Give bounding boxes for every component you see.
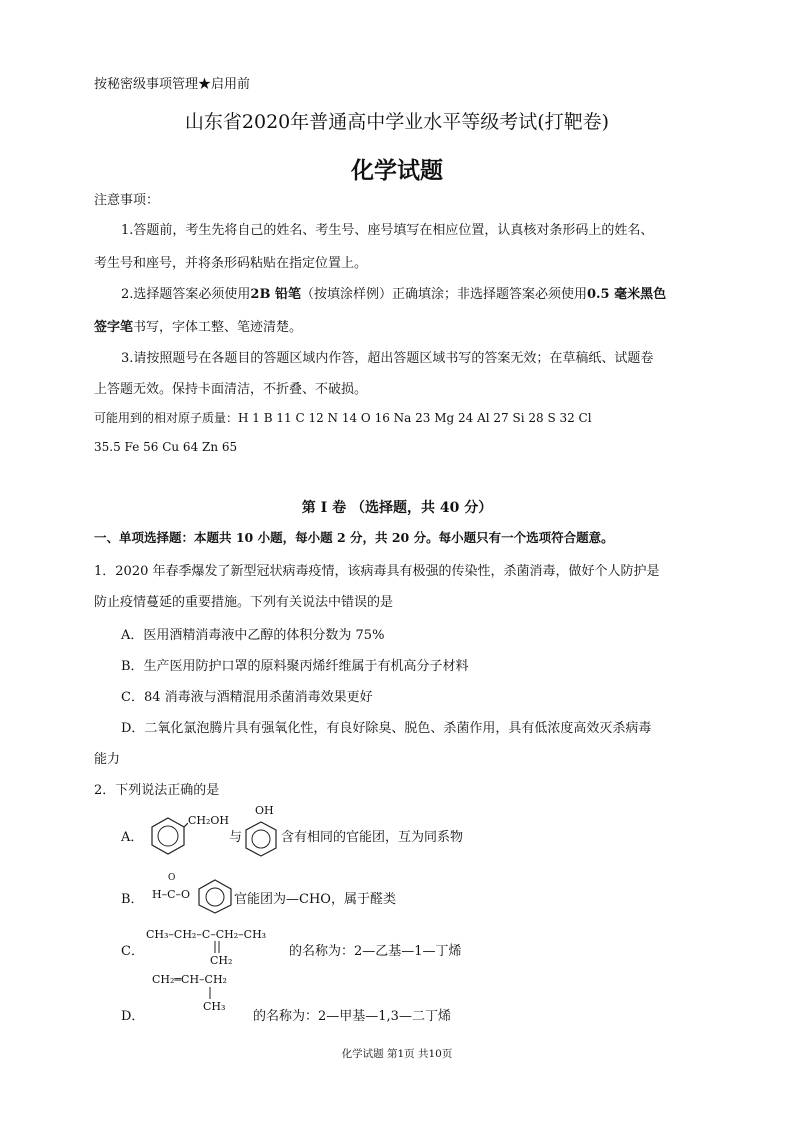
q1-option-d-line-2: 能力 xyxy=(94,752,121,767)
q2-option-a-label: A． xyxy=(121,830,144,845)
q2-option-c-text: 的名称为：2—乙基—1—丁烯 xyxy=(289,944,462,959)
note-2-part-e: 签字笔 xyxy=(94,320,134,335)
note-2-part-c: （按填涂样例）正确填涂；非选择题答案必须使用 xyxy=(300,287,587,302)
note-3-line-1: 3.请按照题号在各题目的答题区域内作答，超出答题区域书写的答案无效；在草稿纸、试题卷 xyxy=(121,351,654,366)
part-one-instructions: 一、单项选择题：本题共 10 小题，每小题 2 分，共 20 分。每小题只有一个选项符合题意。 xyxy=(94,530,614,545)
option-d-ch3-branch: CH₃ xyxy=(203,1000,226,1013)
benzyl-alcohol-structure xyxy=(148,814,188,856)
q1-option-c: C．84 消毒液与酒精混用杀菌消毒效果更好 xyxy=(121,690,373,705)
option-c-ch2-branch: CH₂ xyxy=(210,954,233,967)
note-1-line-2: 考生号和座号，并将条形码粘贴在指定位置上。 xyxy=(94,256,368,271)
q1-option-a: A．医用酒精消毒液中乙醇的体积分数为 75% xyxy=(121,628,385,643)
exam-title: 山东省2020年普通高中学业水平等级考试(打靶卷) xyxy=(184,111,610,133)
note-2-part-f: 书写，字体工整、笔迹清楚。 xyxy=(133,320,303,335)
formate-formula: H–C–O xyxy=(152,888,191,901)
carbonyl-oxygen-label: O xyxy=(168,873,176,883)
option-c-formula: CH₃–CH₂–C–CH₂–CH₃ xyxy=(146,928,267,941)
phenyl-ring-structure xyxy=(197,878,233,914)
q1-option-d-line-1: D．二氧化氯泡腾片具有强氧化性，有良好除臭、脱色、杀菌作用，具有低浓度高效灭杀病毒 xyxy=(121,721,652,736)
q2-option-a-text: 含有相同的官能团，互为同系物 xyxy=(281,830,464,845)
option-d-formula: CH₂═CH–CH₂ xyxy=(152,973,227,986)
q2-option-c-label: C． xyxy=(121,944,144,959)
q2-stem: 2．下列说法正确的是 xyxy=(94,783,220,798)
q2-option-a-connector: 与 xyxy=(229,830,243,845)
q2-option-b-text: 官能团为—CHO，属于醛类 xyxy=(234,892,396,907)
note-2-line-2 xyxy=(94,316,302,335)
note-2-part-d: 0.5 毫米黑色 xyxy=(586,287,667,302)
secret-notice: 按秘密级事项管理★启用前 xyxy=(94,77,251,92)
page-footer: 化学试题 第1页 共10页 xyxy=(341,1048,453,1060)
q1-option-b: B．生产医用防护口罩的原料聚丙烯纤维属于有机高分子材料 xyxy=(121,659,469,674)
note-3-line-2: 上答题无效。保持卡面清洁，不折叠、不破损。 xyxy=(94,382,368,397)
phenol-structure xyxy=(244,818,278,860)
section-title: 第 I 卷 （选择题，共 40 分） xyxy=(301,500,493,516)
note-1-line-1: 1.答题前，考生先将自己的姓名、考生号、座号填写在相应位置，认真核对条形码上的姓名、 xyxy=(121,223,654,238)
q2-option-d-label: D． xyxy=(121,1009,145,1024)
note-2-part-a: 2.选择题答案必须使用 xyxy=(121,287,251,302)
atomic-mass-line-2: 35.5 Fe 56 Cu 64 Zn 65 xyxy=(94,440,238,454)
oh-label: OH xyxy=(255,804,274,817)
notes-heading: 注意事项： xyxy=(94,193,160,208)
note-2-part-b: 2B 铅笔 xyxy=(250,287,301,302)
q1-stem-line-1: 1．2020 年春季爆发了新型冠状病毒疫情，该病毒具有极强的传染性，杀菌消毒，做好个人防护是 xyxy=(94,564,660,579)
ch2oh-label: CH₂OH xyxy=(188,814,230,827)
atomic-mass-line-1: 可能用到的相对原子质量：H 1 B 11 C 12 N 14 O 16 Na 23 Mg 24 Al 27 Si 28 S 32 Cl xyxy=(94,411,592,425)
subject-title: 化学试题 xyxy=(351,157,443,184)
q1-stem-line-2: 防止疫情蔓延的重要措施。下列有关说法中错误的是 xyxy=(94,595,394,610)
option-c-double-bond xyxy=(213,941,221,953)
q2-option-b-label: B． xyxy=(121,892,144,907)
note-2-line-1 xyxy=(121,283,666,302)
q2-option-d-text: 的名称为：2—甲基—1,3—二丁烯 xyxy=(253,1009,451,1024)
option-d-branch-bond xyxy=(208,987,212,999)
